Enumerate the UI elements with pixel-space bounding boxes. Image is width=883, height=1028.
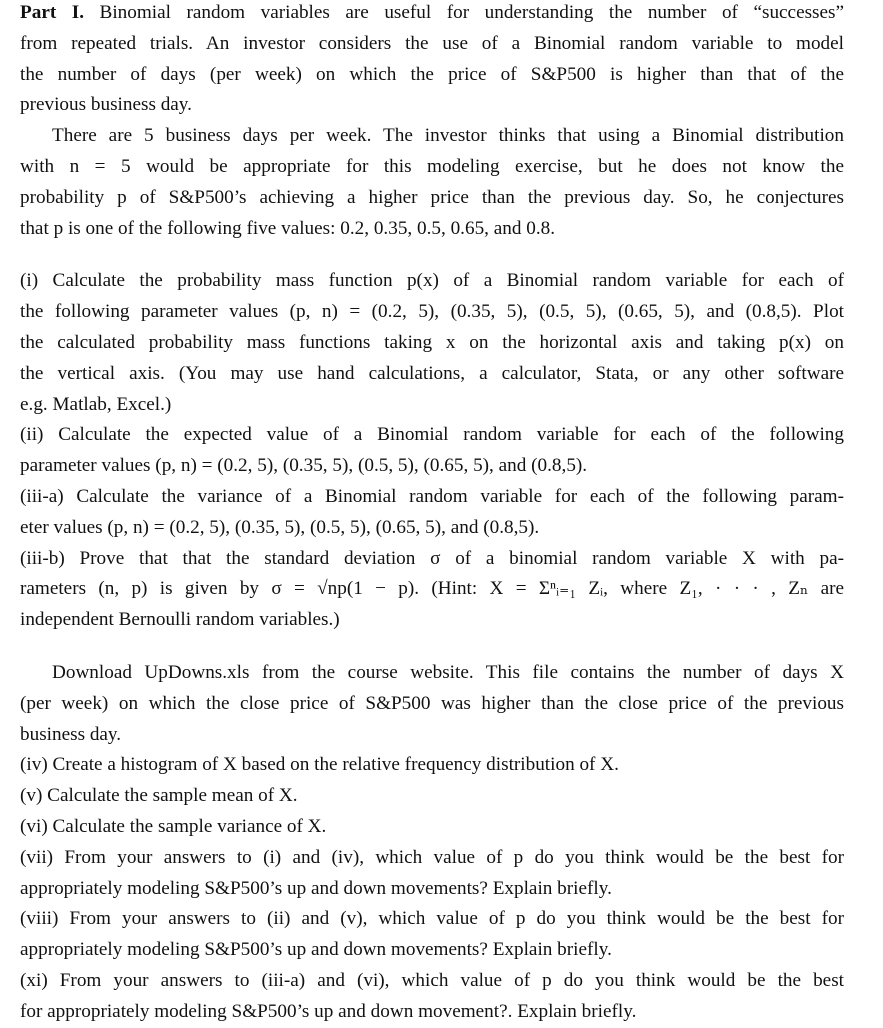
- line-text: eter values (p, n) = (0.2, 5), (0.35, 5), (0.5, 5), (0.65, 5), and (0.8,5).: [20, 516, 540, 538]
- line-text: rameters (n, p) is given by σ = √np(1 − p). (Hint: X = Σⁿᵢ₌₁ Zᵢ, where Z₁, · · · , Zₙ are: [20, 578, 844, 600]
- text-line: [20, 874, 844, 905]
- text-line: [20, 297, 844, 328]
- paragraph: [20, 781, 844, 812]
- line-text: that p is one of the following five values: 0.2, 0.35, 0.5, 0.65, and 0.8.: [20, 217, 556, 239]
- line-text: appropriately modeling S&P500’s up and down movements? Explain briefly.: [20, 939, 612, 961]
- line-text: Binomial random variables are useful for understanding the number of “successes”: [99, 2, 845, 23]
- line-text: (per week) on which the close price of S&P500 was higher than the close price of the previous: [20, 692, 844, 714]
- text-line: [20, 750, 844, 781]
- line-text: the vertical axis. (You may use hand calculations, a calculator, Stata, or any other software: [20, 362, 844, 384]
- text-line: [20, 121, 844, 152]
- line-text: (i) Calculate the probability mass function p(x) of a Binomial random variable for each of: [20, 270, 844, 292]
- text-line: [20, 513, 844, 544]
- text-line: [20, 544, 844, 575]
- line-text: from repeated trials. An investor considers the use of a Binomial random variable to model: [20, 32, 844, 54]
- paragraph: [20, 966, 844, 1028]
- line-text: appropriately modeling S&P500’s up and down movements? Explain briefly.: [20, 877, 612, 899]
- paragraph: [20, 843, 844, 905]
- paragraph: [20, 750, 844, 781]
- line-text: (viii) From your answers to (ii) and (v), which value of p do you think would be the best for: [20, 908, 844, 930]
- text-line: [20, 0, 844, 29]
- text-line: [20, 997, 844, 1028]
- paragraph: [20, 0, 844, 121]
- line-text: independent Bernoulli random variables.): [20, 609, 340, 631]
- paragraph: [20, 544, 844, 636]
- line-text: the following parameter values (p, n) = (0.2, 5), (0.35, 5), (0.5, 5), (0.65, 5), and (0.8,5). Plot: [20, 301, 844, 323]
- text-line: [20, 574, 844, 605]
- paragraph: [20, 420, 844, 482]
- text-line: [20, 689, 844, 720]
- text-line: [20, 966, 844, 997]
- text-line: [20, 60, 844, 91]
- line-text: (iii-a) Calculate the variance of a Binomial random variable for each of the following param-: [20, 485, 844, 507]
- text-line: [20, 214, 844, 245]
- paragraph: [20, 121, 844, 244]
- paragraph: [20, 904, 844, 966]
- line-text: parameter values (p, n) = (0.2, 5), (0.35, 5), (0.5, 5), (0.65, 5), and (0.8,5).: [20, 455, 588, 477]
- line-text: with n = 5 would be appropriate for this modeling exercise, but he does not know the: [20, 155, 844, 177]
- text-line: [20, 781, 844, 812]
- line-text: probability p of S&P500’s achieving a higher price than the previous day. So, he conjectures: [20, 186, 844, 208]
- text-line: [20, 904, 844, 935]
- line-text: There are 5 business days per week. The investor thinks that using a Binomial distribution: [52, 125, 844, 147]
- line-text: (xi) From your answers to (iii-a) and (vi), which value of p do you think would be the best: [20, 969, 844, 991]
- text-line: [20, 390, 844, 421]
- text-line: [20, 359, 844, 390]
- line-text: Download UpDowns.xls from the course website. This file contains the number of days X: [52, 661, 844, 683]
- paragraph-gap: [20, 244, 844, 266]
- text-line: [20, 266, 844, 297]
- paragraph: [20, 658, 844, 750]
- paragraph: [20, 266, 844, 420]
- line-text: (vii) From your answers to (i) and (iv), which value of p do you think would be the best for: [20, 846, 844, 868]
- line-text: the calculated probability mass functions taking x on the horizontal axis and taking p(x) on: [20, 331, 844, 353]
- text-line: [20, 152, 844, 183]
- paragraph: [20, 812, 844, 843]
- text-line: [20, 812, 844, 843]
- line-text: (iii-b) Prove that that the standard deviation σ of a binomial random variable X with pa-: [20, 547, 844, 569]
- paragraph: [20, 482, 844, 544]
- line-text: business day.: [20, 723, 122, 745]
- text-line: [20, 658, 844, 689]
- text-line: [20, 720, 844, 751]
- text-line: [20, 482, 844, 513]
- text-line: [20, 451, 844, 482]
- text-line: [20, 605, 844, 636]
- text-line: [20, 29, 844, 60]
- line-text: (v) Calculate the sample mean of X.: [20, 785, 298, 807]
- line-text: (ii) Calculate the expected value of a Binomial random variable for each of the following: [20, 424, 844, 446]
- text-line: [20, 183, 844, 214]
- text-line: [20, 935, 844, 966]
- paragraph-gap: [20, 636, 844, 658]
- line-text: (iv) Create a histogram of X based on the relative frequency distribution of X.: [20, 754, 619, 776]
- problem-document: [20, 0, 844, 1028]
- text-line: [20, 328, 844, 359]
- line-text: (vi) Calculate the sample variance of X.: [20, 815, 327, 837]
- text-line: [20, 843, 844, 874]
- part-heading: Part I.: [20, 2, 85, 23]
- text-line: [20, 90, 844, 121]
- line-text: for appropriately modeling S&P500’s up and down movement?. Explain briefly.: [20, 1000, 637, 1022]
- line-text: the number of days (per week) on which the price of S&P500 is higher than that of the: [20, 63, 844, 85]
- line-text: previous business day.: [20, 94, 192, 116]
- text-line: [20, 420, 844, 451]
- line-text: e.g. Matlab, Excel.): [20, 393, 172, 415]
